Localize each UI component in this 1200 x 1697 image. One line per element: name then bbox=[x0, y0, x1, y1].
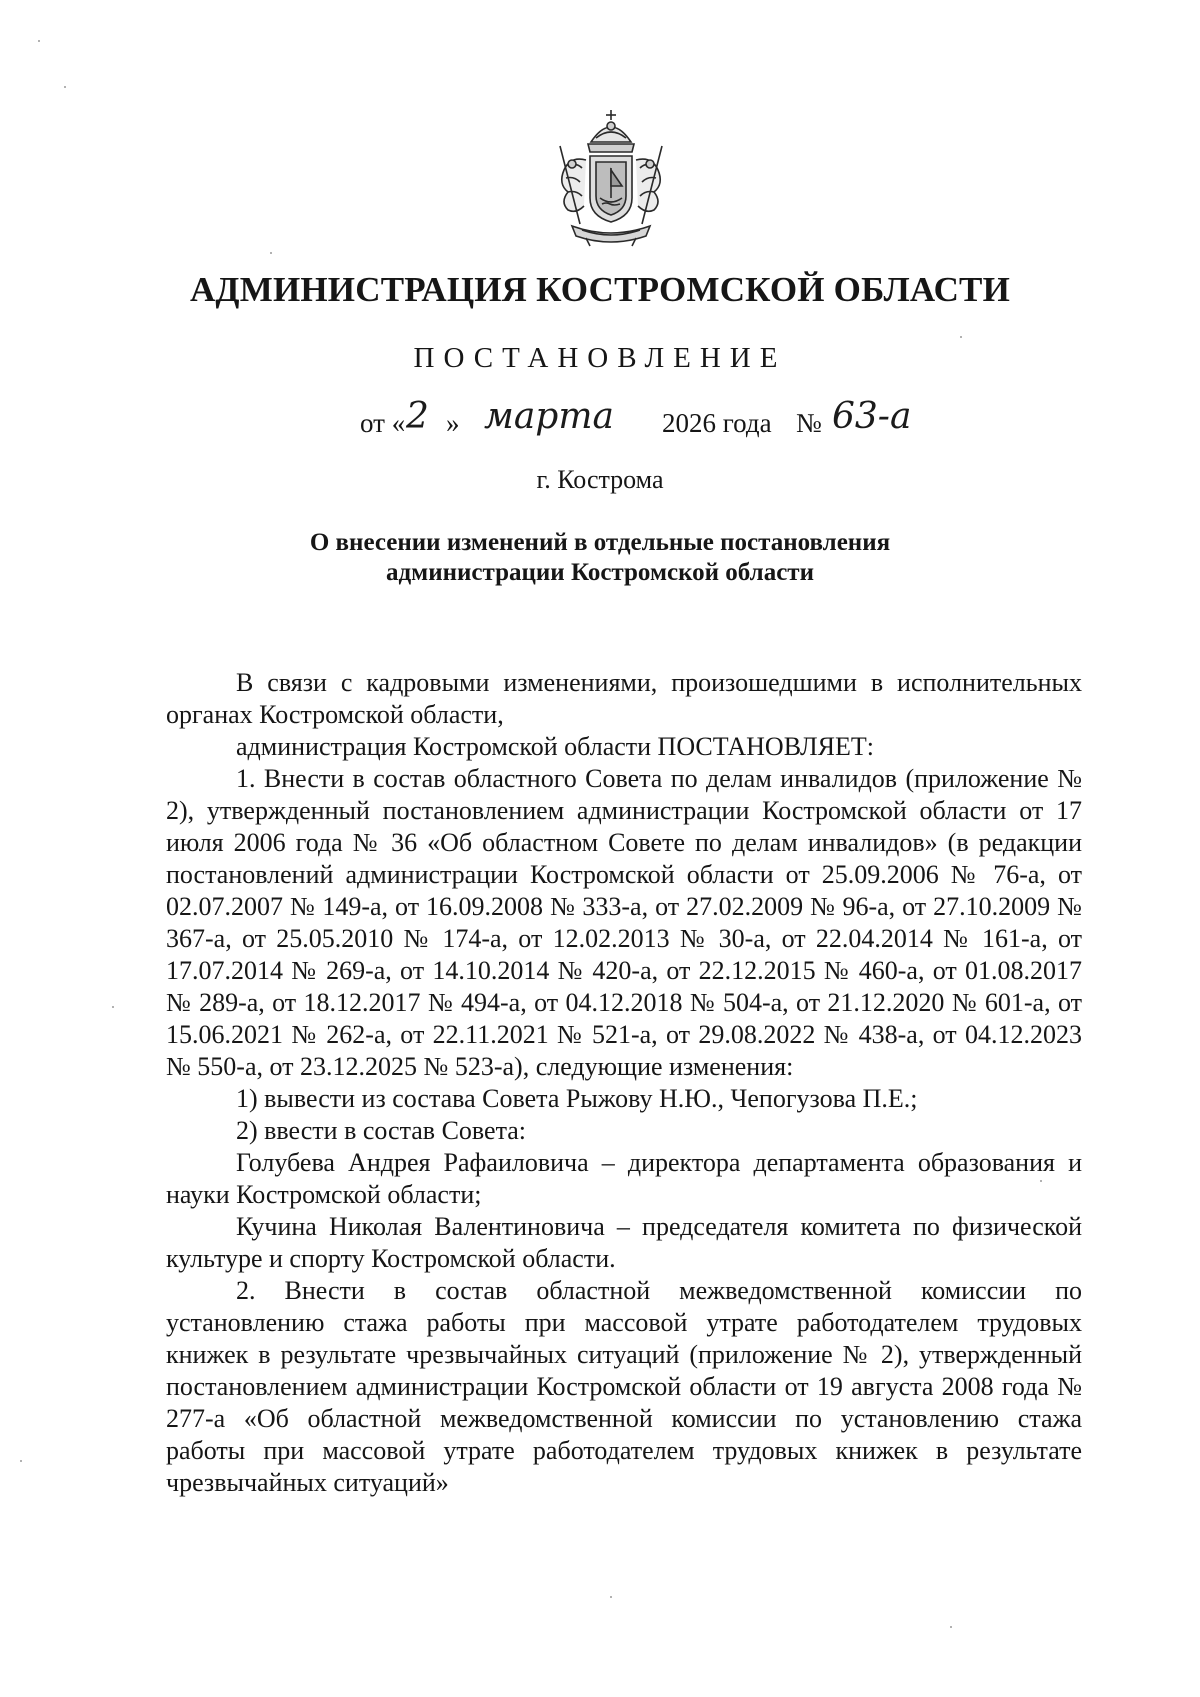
date-month: марта bbox=[484, 396, 614, 437]
paragraph: Кучина Николая Валентиновича – председателя комитета по физической культуре и спорту Костромской области. bbox=[166, 1212, 1082, 1273]
paragraph: администрация Костромской области ПОСТАНОВЛЯЕТ: bbox=[236, 732, 875, 761]
document-title bbox=[0, 528, 1200, 588]
paragraph: В связи с кадровыми изменениями, произошедшими в исполнительных органах Костромской области, bbox=[166, 668, 1082, 729]
title-line-1: О внесении изменений в отдельные постановления bbox=[309, 529, 891, 556]
paragraph: 2. Внести в состав областной межведомственной комиссии по установлению стажа работы при массовой утрате работодателем трудовых книжек в результате чрезвычайных ситуаций (приложение № 2), утвержденный постановлением администрации Костромской области от 19 августа 2008 года № 277-а «Об областной межведомственной комиссии по установлению стажа работы при массовой утрате работодателем трудовых книжек в результате чрезвычайных ситуаций» bbox=[166, 1276, 1082, 1497]
organization-name: АДМИНИСТРАЦИЯ КОСТРОМСКОЙ ОБЛАСТИ bbox=[189, 270, 1011, 309]
paragraph: 1. Внести в состав областного Совета по делам инвалидов (приложение № 2), утвержденный постановлением администрации Костромской области от 17 июля 2006 года № 36 «Об областном Совете по делам инвалидов» (в редакции постановлений администрации Костромской области от 25.09.2006 № 76-а, от 02.07.2007 № 149-а, от 16.09.2008 № 333-а, от 27.02.2009 № 96-а, от 27.10.2009 № 367-а, от 25.05.2010 № 174-а, от 12.02.2013 № 30-а, от 22.04.2014 № 161-а, от 17.07.2014 № 269-а, от 14.10.2014 № 420-а, от 22.12.2015 № 460-а, от 01.08.2017 № 289-а, от 18.12.2017 № 494-а, от 04.12.2018 № 504-а, от 21.12.2020 № 601-а, от 15.06.2021 № 262-а, от 22.11.2021 № 521-а, от 29.08.2022 № 438-а, от 04.12.2023 № 550-а, от 23.12.2025 № 523-а), следующие изменения: bbox=[166, 764, 1082, 1081]
document-number: 63-а bbox=[832, 396, 912, 437]
paragraph: 2) ввести в состав Совета: bbox=[236, 1116, 527, 1145]
coat-of-arms-icon bbox=[546, 106, 676, 252]
paragraph: 1) вывести из состава Совета Рыжову Н.Ю., Чепогузова П.Е.; bbox=[236, 1084, 918, 1113]
title-line-2: администрации Костромской области bbox=[386, 559, 814, 586]
date-prefix: от « bbox=[360, 408, 406, 438]
number-label: № bbox=[796, 408, 822, 438]
document-body bbox=[166, 667, 1082, 1499]
city: г. Кострома bbox=[536, 465, 664, 494]
paragraph: Голубева Андрея Рафаиловича – директора департамента образования и науки Костромской области; bbox=[166, 1148, 1082, 1209]
date-day-close: » bbox=[446, 408, 460, 438]
date-line bbox=[360, 396, 1010, 442]
document-type: ПОСТАНОВЛЕНИЕ bbox=[413, 342, 787, 374]
date-year: 2026 года bbox=[662, 408, 772, 438]
date-day: 2 bbox=[406, 396, 429, 437]
